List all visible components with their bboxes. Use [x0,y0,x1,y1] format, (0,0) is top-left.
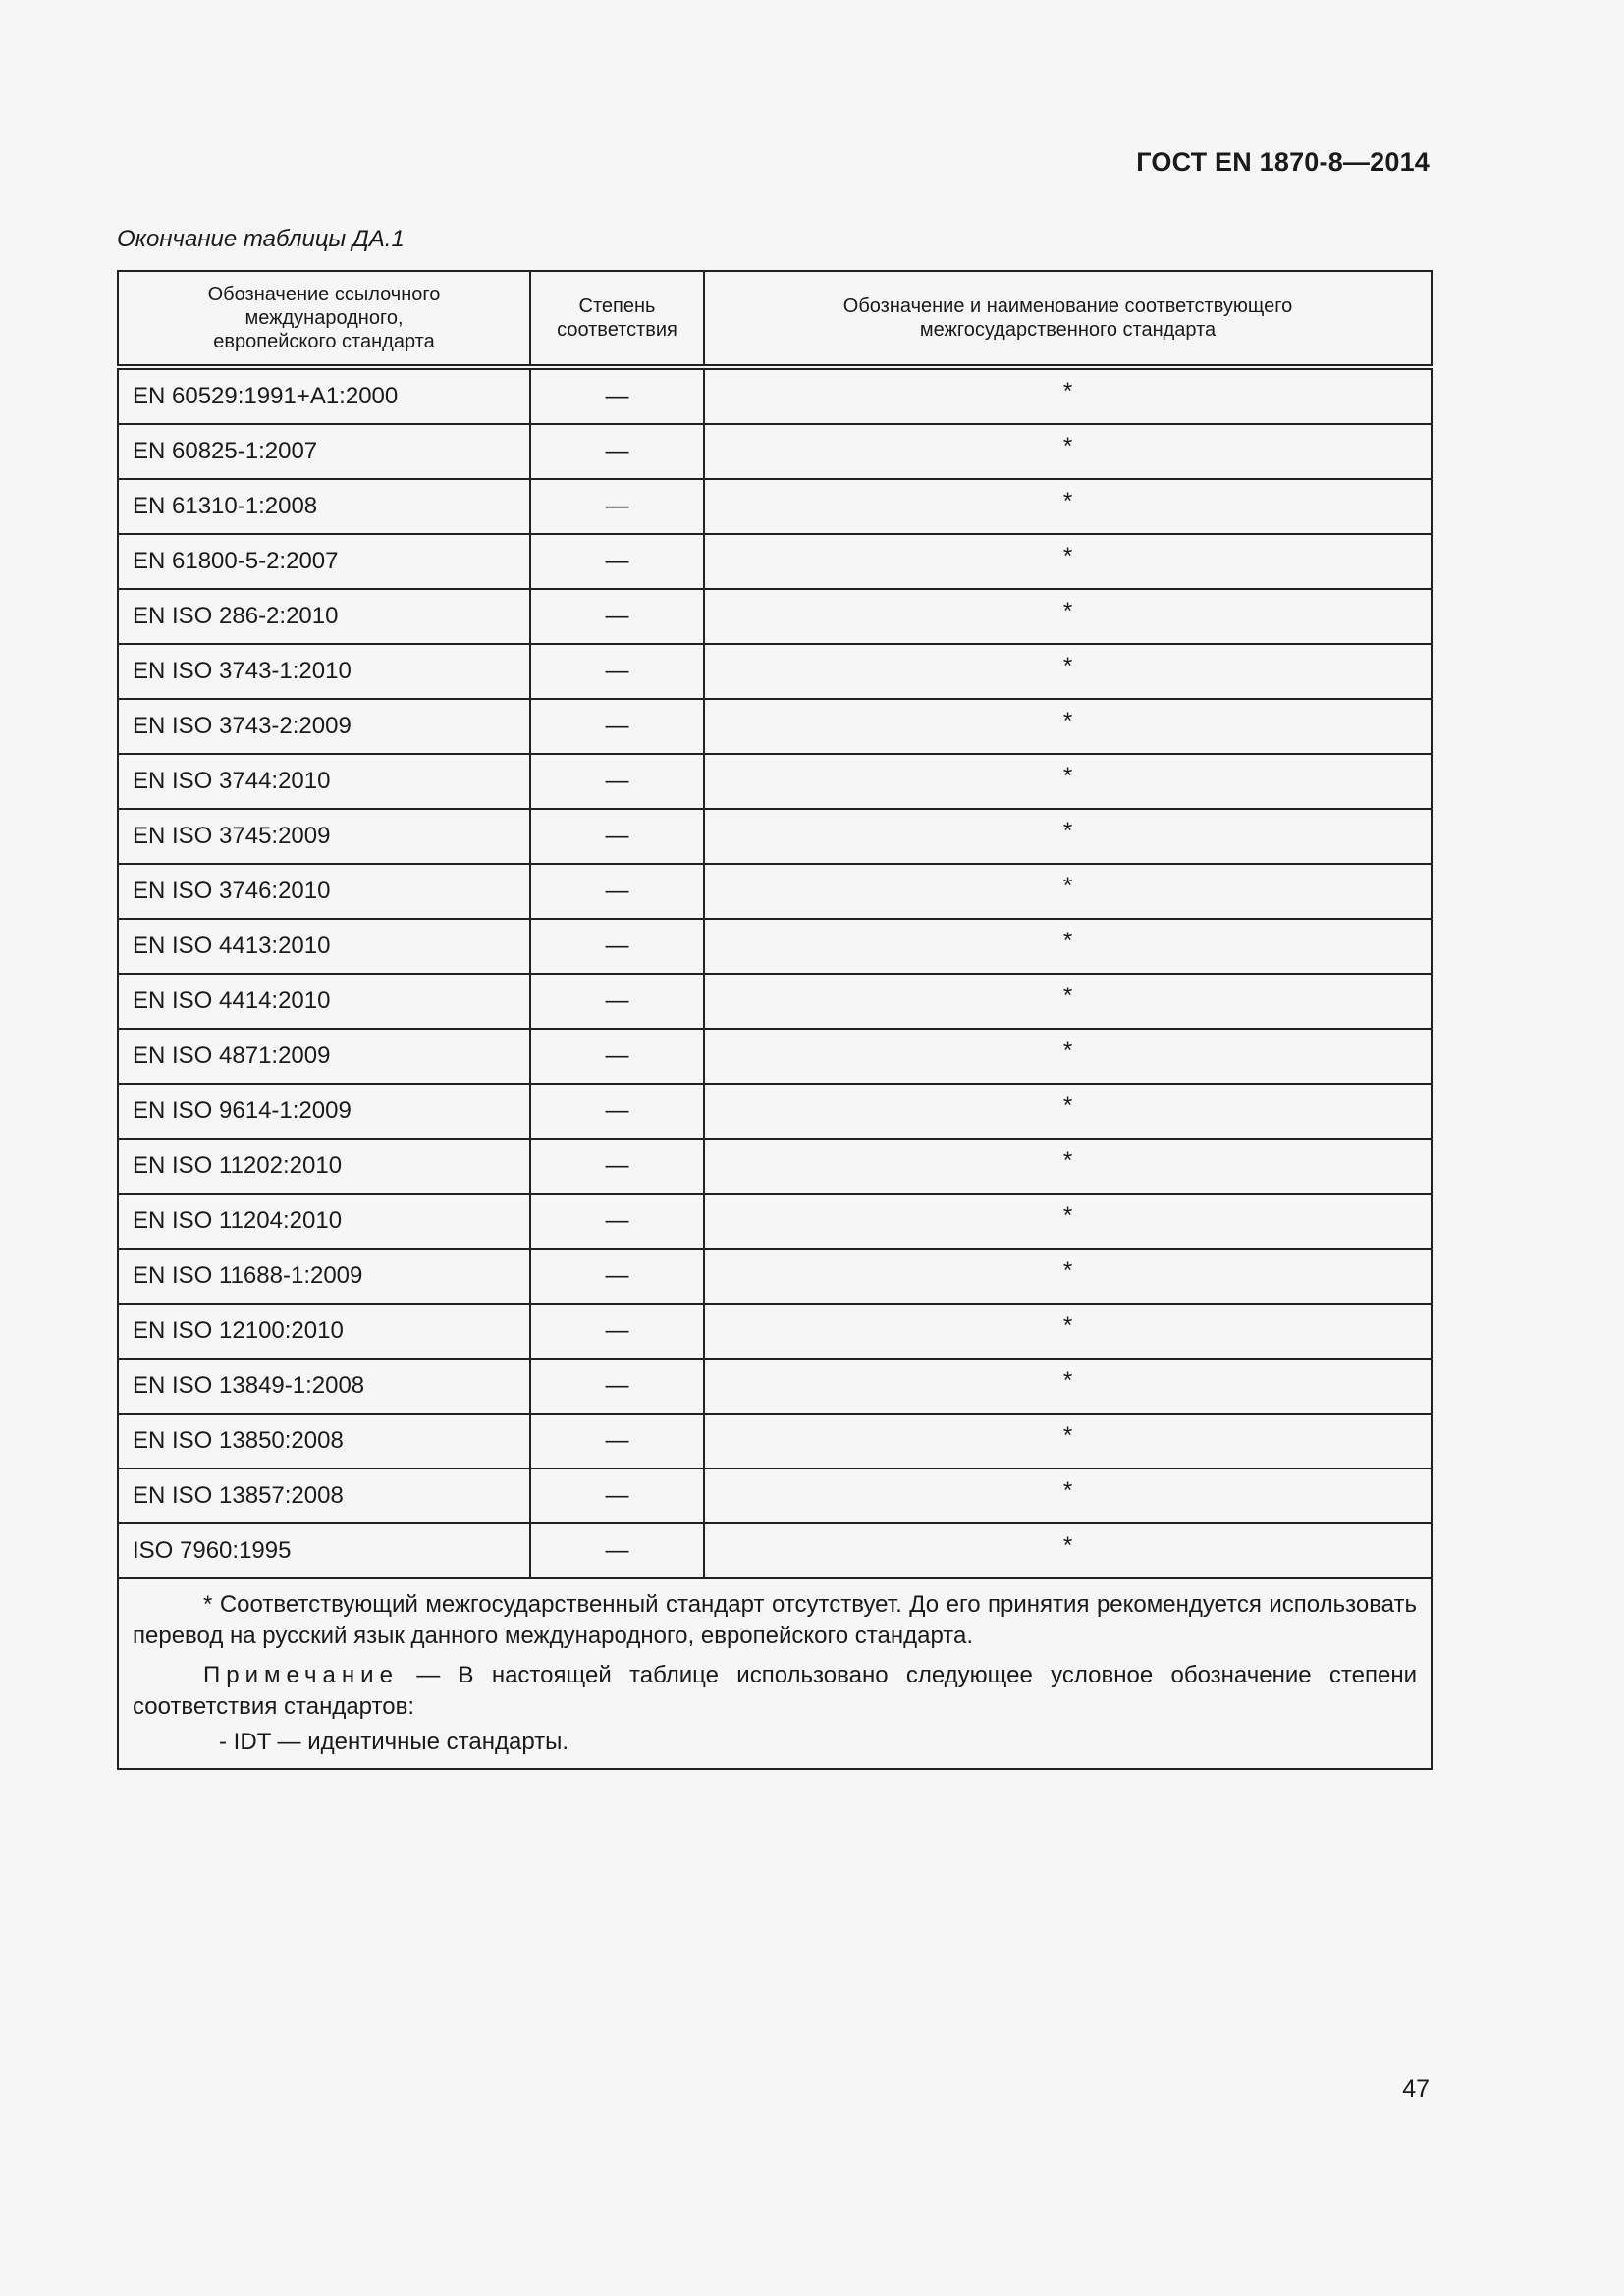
cell-interstate-standard: * [704,424,1432,479]
table-row [118,1139,1432,1194]
cell-interstate-standard: * [704,754,1432,809]
cell-reference-standard: EN ISO 3743-1:2010 [118,644,530,699]
cell-reference-standard: EN ISO 3744:2010 [118,754,530,809]
table-row [118,1523,1432,1578]
table-footnote [118,1578,1432,1769]
table-row [118,1304,1432,1359]
footnote-text: * Соответствующий межгосударственный стандарт отсутствует. До его принятия рекомендуется использовать перевод на русский язык данного международного, европейского стандарта. [133,1591,1417,1649]
cell-interstate-standard: * [704,1084,1432,1139]
cell-degree: — [530,479,704,534]
cell-reference-standard: EN ISO 286-2:2010 [118,589,530,644]
cell-interstate-standard: * [704,974,1432,1029]
cell-interstate-standard: * [704,1194,1432,1249]
standards-table [117,270,1433,1770]
table-row [118,589,1432,644]
cell-interstate-standard: * [704,919,1432,974]
cell-reference-standard: EN ISO 4414:2010 [118,974,530,1029]
cell-degree: — [530,1194,704,1249]
cell-degree: — [530,644,704,699]
table-row [118,1029,1432,1084]
page-number: 47 [1402,2075,1430,2103]
cell-reference-standard: EN ISO 3746:2010 [118,864,530,919]
cell-degree: — [530,424,704,479]
cell-reference-standard: EN ISO 3743-2:2009 [118,699,530,754]
cell-degree: — [530,367,704,424]
table-row [118,534,1432,589]
cell-degree: — [530,1139,704,1194]
cell-degree: — [530,1414,704,1468]
cell-reference-standard: EN ISO 13849-1:2008 [118,1359,530,1414]
cell-degree: — [530,1359,704,1414]
cell-interstate-standard: * [704,534,1432,589]
table-row [118,1084,1432,1139]
cell-interstate-standard: * [704,1029,1432,1084]
cell-degree: — [530,809,704,864]
cell-interstate-standard: * [704,1523,1432,1578]
cell-reference-standard: EN ISO 4871:2009 [118,1029,530,1084]
cell-degree: — [530,1523,704,1578]
cell-interstate-standard: * [704,1468,1432,1523]
table-row [118,1414,1432,1468]
cell-interstate-standard: * [704,809,1432,864]
cell-degree: — [530,754,704,809]
cell-degree: — [530,1468,704,1523]
cell-interstate-standard: * [704,589,1432,644]
table-row [118,479,1432,534]
note-list-item: - IDT — идентичные стандарты. [219,1729,569,1755]
cell-interstate-standard: * [704,1249,1432,1304]
cell-reference-standard: EN ISO 9614-1:2009 [118,1084,530,1139]
table-row [118,367,1432,424]
cell-interstate-standard: * [704,1414,1432,1468]
cell-degree: — [530,974,704,1029]
table-row [118,699,1432,754]
column-header-interstate-standard: Обозначение и наименование соответствующего межгосударственного стандарта [704,271,1432,367]
table-row [118,1359,1432,1414]
table-row [118,919,1432,974]
table-row [118,974,1432,1029]
cell-reference-standard: EN 60529:1991+A1:2000 [118,367,530,424]
cell-reference-standard: EN 61310-1:2008 [118,479,530,534]
cell-degree: — [530,1029,704,1084]
cell-reference-standard: EN ISO 11204:2010 [118,1194,530,1249]
cell-degree: — [530,1084,704,1139]
table-row [118,424,1432,479]
column-header-reference-standard: Обозначение ссылочного международного, европейского стандарта [118,271,530,367]
cell-interstate-standard: * [704,644,1432,699]
cell-reference-standard: EN ISO 11202:2010 [118,1139,530,1194]
cell-interstate-standard: * [704,1304,1432,1359]
cell-interstate-standard: * [704,699,1432,754]
cell-reference-standard: EN ISO 13850:2008 [118,1414,530,1468]
note-label: Примечание [203,1662,399,1688]
table-row [118,1194,1432,1249]
column-header-degree: Степень соответствия [530,271,704,367]
cell-reference-standard: EN ISO 12100:2010 [118,1304,530,1359]
cell-reference-standard: EN ISO 11688-1:2009 [118,1249,530,1304]
cell-interstate-standard: * [704,1359,1432,1414]
cell-interstate-standard: * [704,864,1432,919]
cell-degree: — [530,534,704,589]
note-text: — В настоящей таблице использовано следующее условное обозначение степени соответствия стандартов: [133,1662,1417,1720]
cell-degree: — [530,589,704,644]
table-caption: Окончание таблицы ДА.1 [117,226,405,252]
document-code: ГОСТ EN 1870-8—2014 [1136,147,1430,177]
table-row [118,1468,1432,1523]
table-footnote-row [118,1578,1432,1769]
cell-interstate-standard: * [704,479,1432,534]
cell-reference-standard: EN 60825-1:2007 [118,424,530,479]
table-row [118,1249,1432,1304]
cell-degree: — [530,919,704,974]
table-row [118,644,1432,699]
cell-degree: — [530,1249,704,1304]
cell-reference-standard: EN ISO 13857:2008 [118,1468,530,1523]
table-row [118,864,1432,919]
note-paragraph [133,1660,1417,1723]
cell-reference-standard: EN ISO 4413:2010 [118,919,530,974]
cell-degree: — [530,699,704,754]
cell-degree: — [530,864,704,919]
cell-reference-standard: EN 61800-5-2:2007 [118,534,530,589]
table-row [118,809,1432,864]
cell-reference-standard: EN ISO 3745:2009 [118,809,530,864]
table-header-row [118,271,1432,367]
table-row [118,754,1432,809]
cell-interstate-standard: * [704,367,1432,424]
cell-interstate-standard: * [704,1139,1432,1194]
cell-reference-standard: ISO 7960:1995 [118,1523,530,1578]
cell-degree: — [530,1304,704,1359]
